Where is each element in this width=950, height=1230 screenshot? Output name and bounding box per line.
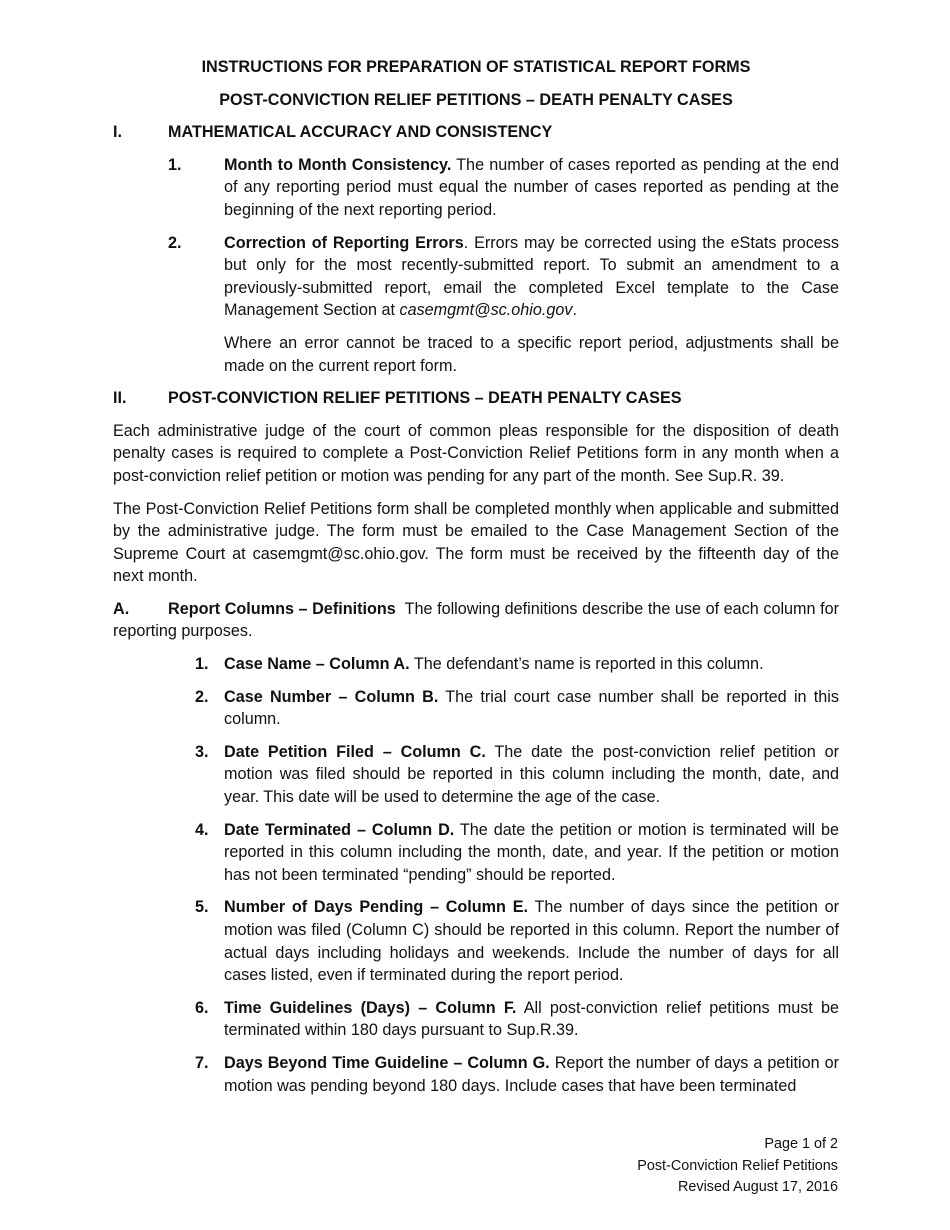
definition-text: All post-conviction relief petitions must be terminated within 180 days pursuant to Sup.R.39. (224, 998, 839, 1040)
section-2-title: POST-CONVICTION RELIEF PETITIONS – DEATH PENALTY CASES (168, 389, 682, 408)
email-link[interactable]: casemgmt@sc.ohio.gov (399, 301, 573, 320)
section-2-paragraph-2: The Post-Conviction Relief Petitions form shall be completed monthly when applicable and submitted by the administrative judge. The form must be emailed to the Case Management Section of the Supreme Court at casemgmt@sc.ohio.gov. The form must be received by the fifteenth day of the next month. (113, 499, 839, 586)
definition-item (195, 686, 839, 731)
definition-item (195, 741, 839, 809)
definition-term: Date Terminated – Column D. (224, 820, 455, 839)
definition-number: 5. (195, 898, 209, 917)
definition-text: The number of days since the petition or motion was filed (Column C) should be reported in this column. Report the number of actual days including holidays and weekends. Include the number of days for all cases listed, even if terminated during the report period. (224, 898, 840, 985)
definition-number: 3. (195, 742, 209, 761)
item-text: . Errors may be corrected using the eStats process but only for the most recently-submitted report. To submit an amendment to a previously-submitted report, email the completed Excel template to the Case Management Section at (224, 233, 839, 320)
definition-body (224, 741, 839, 809)
section-1-title: MATHEMATICAL ACCURACY AND CONSISTENCY (168, 123, 553, 142)
page-number: Page 1 of 2 (764, 1136, 838, 1152)
footer-revised-date: Revised August 17, 2016 (677, 1179, 838, 1195)
definition-body (224, 1052, 839, 1097)
definition-number: 6. (195, 998, 209, 1017)
section-1-number: I. (113, 123, 122, 142)
definition-term: Case Number – Column B. (224, 687, 439, 706)
definition-item (195, 819, 839, 887)
subsection-a-number: A. (113, 599, 130, 618)
section-2-paragraph-1: Each administrative judge of the court of common pleas responsible for the disposition of death penalty cases is required to complete a Post-Conviction Relief Petitions form in any month when a post-conviction relief petition or motion was pending for any part of the month. See Sup.R. 39. (113, 421, 839, 485)
definition-body (224, 653, 839, 676)
page-footer (637, 1134, 838, 1199)
section-1-heading (113, 121, 839, 144)
definition-text: The defendant’s name is reported in this column. (409, 655, 764, 674)
definition-item (195, 896, 839, 986)
subsection-a-title: Report Columns – Definitions (168, 599, 396, 618)
definition-item (195, 1052, 839, 1097)
definition-term: Time Guidelines (Days) – Column F. (224, 998, 517, 1017)
definition-number: 4. (195, 820, 209, 839)
definition-number: 2. (195, 687, 209, 706)
definition-term: Days Beyond Time Guideline – Column G. (224, 1053, 550, 1072)
definition-item (195, 997, 839, 1042)
section-1-item-2 (168, 232, 839, 322)
item-body (224, 154, 839, 222)
item-body (224, 232, 839, 322)
section-2-heading (113, 387, 839, 410)
section-1-item-1 (168, 154, 839, 222)
definition-number: 7. (195, 1053, 209, 1072)
subsection-a (113, 598, 844, 643)
definition-text: The date the petition or motion is terminated will be reported in this column including the month, date, and year. If the petition or motion has not been terminated “pending” should be reported. (224, 820, 839, 884)
definition-body (224, 819, 839, 887)
document-subtitle: POST-CONVICTION RELIEF PETITIONS – DEATH PENALTY CASES (219, 90, 733, 109)
item-number: 2. (168, 233, 182, 252)
document-title: INSTRUCTIONS FOR PREPARATION OF STATISTICAL REPORT FORMS (201, 58, 751, 76)
section-1-item-2-note: Where an error cannot be traced to a specific report period, adjustments shall be made on the current report form. (224, 333, 839, 375)
footer-form-name: Post-Conviction Relief Petitions (637, 1157, 838, 1174)
document-body (113, 56, 844, 1107)
definition-text: The trial court case number shall be reported in this column. (224, 687, 839, 729)
item-lead: Correction of Reporting Errors (224, 233, 464, 252)
definition-text: Report the number of days a petition or motion was pending beyond 180 days. Include cases that have been terminated (224, 1053, 840, 1095)
definition-term: Case Name – Column A. (224, 655, 410, 674)
definition-term: Number of Days Pending – Column E. (224, 898, 528, 917)
subsection-a-text: The following definitions describe the use of each column for reporting purposes. (113, 599, 844, 641)
definition-number: 1. (195, 655, 209, 674)
section-2-number: II. (113, 389, 127, 408)
definition-term: Date Petition Filed – Column C. (224, 742, 486, 761)
item-text: The number of cases reported as pending at the end of any reporting period must equal the number of cases reported as pending at the beginning of the next reporting period. (224, 155, 839, 219)
definition-item (195, 653, 839, 676)
definition-text: The date the post-conviction relief petition or motion was filed should be reported in this column including the month, date, and year. This date will be used to determine the age of the case. (224, 742, 839, 807)
definition-body (224, 896, 839, 986)
definition-body (224, 686, 839, 731)
item-tail: . (572, 301, 577, 320)
item-number: 1. (168, 155, 182, 174)
item-lead: Month to Month Consistency. (224, 155, 452, 174)
definition-body (224, 997, 839, 1042)
